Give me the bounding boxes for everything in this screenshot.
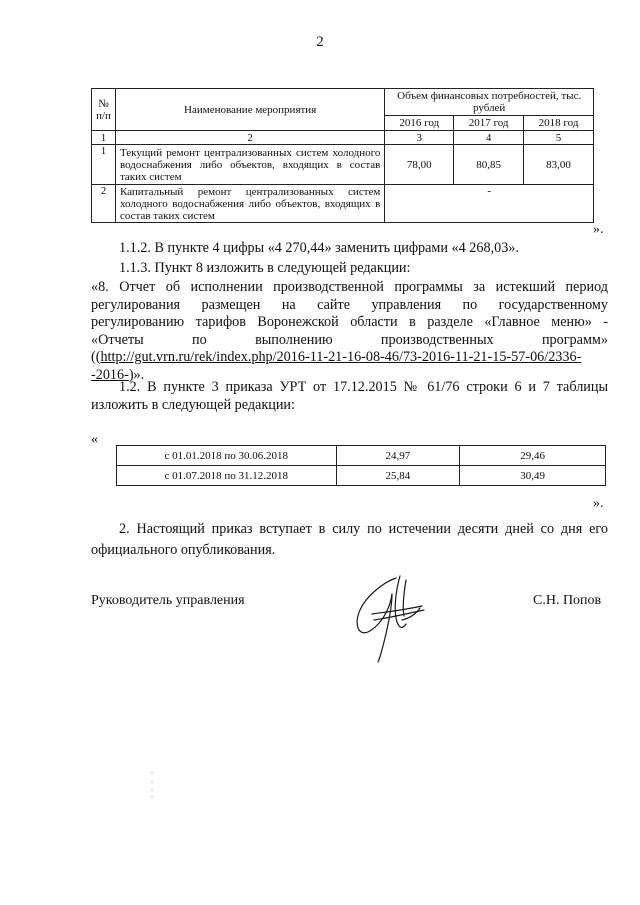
row-name: Капитальный ремонт централизованных систем холодного водоснабжения либо объектов, входящих в состав таких систем (115, 185, 384, 223)
text-line: 1.2. В пункте 3 приказа УРТ от 17.12.2015 № 61/76 строки 6 и 7 таблицы (119, 379, 608, 395)
text-line: «8. Отчет об исполнении производственной программы за истекший период (91, 279, 608, 295)
close-quote: ». (593, 496, 604, 511)
value-cell: 24,97 (336, 446, 460, 466)
value-cell: 30,49 (460, 466, 606, 486)
row-value: 83,00 (524, 145, 594, 185)
row-value: - (385, 185, 594, 223)
closing-quote: ». (593, 222, 604, 237)
paragraph-point-8 (91, 279, 608, 384)
text: )». (128, 366, 145, 383)
row-value: 80,85 (454, 145, 524, 185)
text-line: официального опубликования. (91, 541, 276, 558)
signatory-name: С.Н. Попов (533, 593, 602, 608)
open-quote: « (91, 432, 98, 447)
page-number: 2 (316, 34, 324, 50)
header-num: № п/п (92, 89, 116, 131)
column-number: 3 (385, 131, 454, 145)
row-value: 78,00 (385, 145, 454, 185)
column-number: 2 (115, 131, 384, 145)
report-url-link[interactable]: http://gut.vrn.ru/rek/index.php/2016-11-21-16-08-46/73-2016-11-21-15-57-06/2336--2016- (91, 349, 582, 383)
text-line: регулирования размещен на сайте управления по государственному (91, 296, 608, 313)
table-row (117, 466, 606, 486)
header-year: 2017 год (454, 116, 524, 131)
text-line: регулированию тарифов Воронежской области в разделе «Главное меню» - (91, 314, 608, 330)
table-row (92, 185, 594, 223)
text-line: 2. Настоящий приказ вступает в силу по истечении десяти дней со дня его (119, 521, 608, 537)
text-line: изложить в следующей редакции: (91, 396, 295, 413)
text-line: «Отчеты по выполнению производственных программ» (91, 331, 608, 348)
table-header-row (92, 89, 594, 116)
paragraph-1-2 (91, 379, 608, 414)
column-number: 4 (454, 131, 524, 145)
row-num: 1 (92, 145, 116, 185)
paragraph-2 (91, 521, 608, 561)
value-cell: 29,46 (460, 446, 606, 466)
column-number-row (92, 131, 594, 145)
tariff-table (116, 445, 606, 486)
financial-needs-table (91, 88, 594, 223)
value-cell: 25,84 (336, 466, 460, 486)
row-num: 2 (92, 185, 116, 223)
column-number: 5 (524, 131, 594, 145)
row-name: Текущий ремонт централизованных систем холодного водоснабжения либо объектов, входящих в состав таких систем (115, 145, 384, 185)
header-year: 2016 год (385, 116, 454, 131)
paragraph-1-1-3: 1.1.3. Пункт 8 изложить в следующей редакции: (119, 260, 411, 276)
header-name: Наименование мероприятия (115, 89, 384, 131)
period-cell: с 01.01.2018 по 30.06.2018 (117, 446, 337, 466)
period-cell: с 01.07.2018 по 31.12.2018 (117, 466, 337, 486)
table-row (117, 446, 606, 466)
table-row (92, 145, 594, 185)
text: (( (91, 349, 101, 365)
header-funding: Объем финансовых потребностей, тыс. рублей (385, 89, 594, 116)
signatory-position: Руководитель управления (91, 593, 245, 608)
scan-specks (150, 770, 154, 800)
handwritten-signature (344, 572, 428, 664)
header-year: 2018 год (524, 116, 594, 131)
paragraph-1-1-2: 1.1.2. В пункте 4 цифры «4 270,44» заменить цифрами «4 268,03». (119, 240, 519, 256)
column-number: 1 (92, 131, 116, 145)
